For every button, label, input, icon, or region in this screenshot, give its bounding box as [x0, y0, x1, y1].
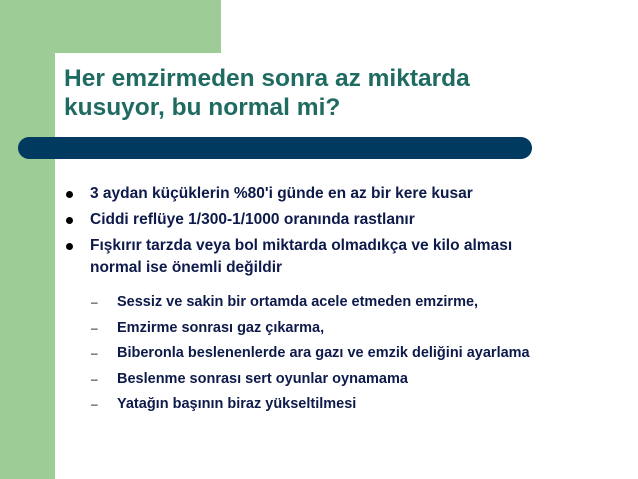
bullet-list [64, 183, 634, 283]
bullet-text: normal ise önemli değildir [90, 259, 283, 276]
bullet-text: Ciddi reflüye 1/300-1/1000 oranında rastlanır [90, 211, 415, 228]
title-line: Her emzirmeden sonra az miktarda [64, 65, 470, 92]
bullet-item [64, 183, 634, 205]
title-divider-bar [18, 137, 532, 159]
sub-bullet-item [91, 367, 631, 393]
sub-bullet-text: Yatağın başının biraz yükseltilmesi [117, 396, 357, 412]
sub-bullet-item [91, 316, 631, 342]
bullet-dot-icon [66, 217, 73, 224]
sub-bullet-text: Beslenme sonrası sert oyunlar oynamama [117, 370, 408, 387]
sub-bullet-item [91, 341, 631, 367]
sub-bullet-item [91, 392, 631, 418]
sub-bullet-item [91, 290, 631, 316]
bullet-item [64, 235, 634, 279]
bullet-item [64, 209, 634, 231]
dash-marker-icon: – [91, 397, 98, 411]
sub-bullet-list [91, 290, 631, 418]
dash-marker-icon: – [91, 295, 98, 309]
bullet-dot-icon [66, 191, 73, 198]
top-accent-block [55, 0, 221, 53]
dash-marker-icon: – [91, 371, 98, 386]
slide-title [64, 64, 584, 122]
sub-bullet-text: Emzirme sonrası gaz çıkarma, [117, 319, 325, 336]
bullet-dot-icon [66, 243, 73, 250]
sub-bullet-text: Biberonla beslenenlerde ara gazı ve emzik deliğini ayarlama [117, 345, 530, 361]
bullet-text: Fışkırır tarzda veya bol miktarda olmadıkça ve kilo alması [90, 237, 513, 254]
dash-marker-icon: – [91, 320, 98, 335]
title-line: kusuyor, bu normal mi? [64, 94, 341, 121]
bullet-text: 3 aydan küçüklerin %80'i günde en az bir kere kusar [90, 185, 473, 202]
left-accent-bar [0, 0, 55, 479]
sub-bullet-text: Sessiz ve sakin bir ortamda acele etmeden emzirme, [117, 294, 479, 310]
dash-marker-icon: – [91, 346, 98, 360]
